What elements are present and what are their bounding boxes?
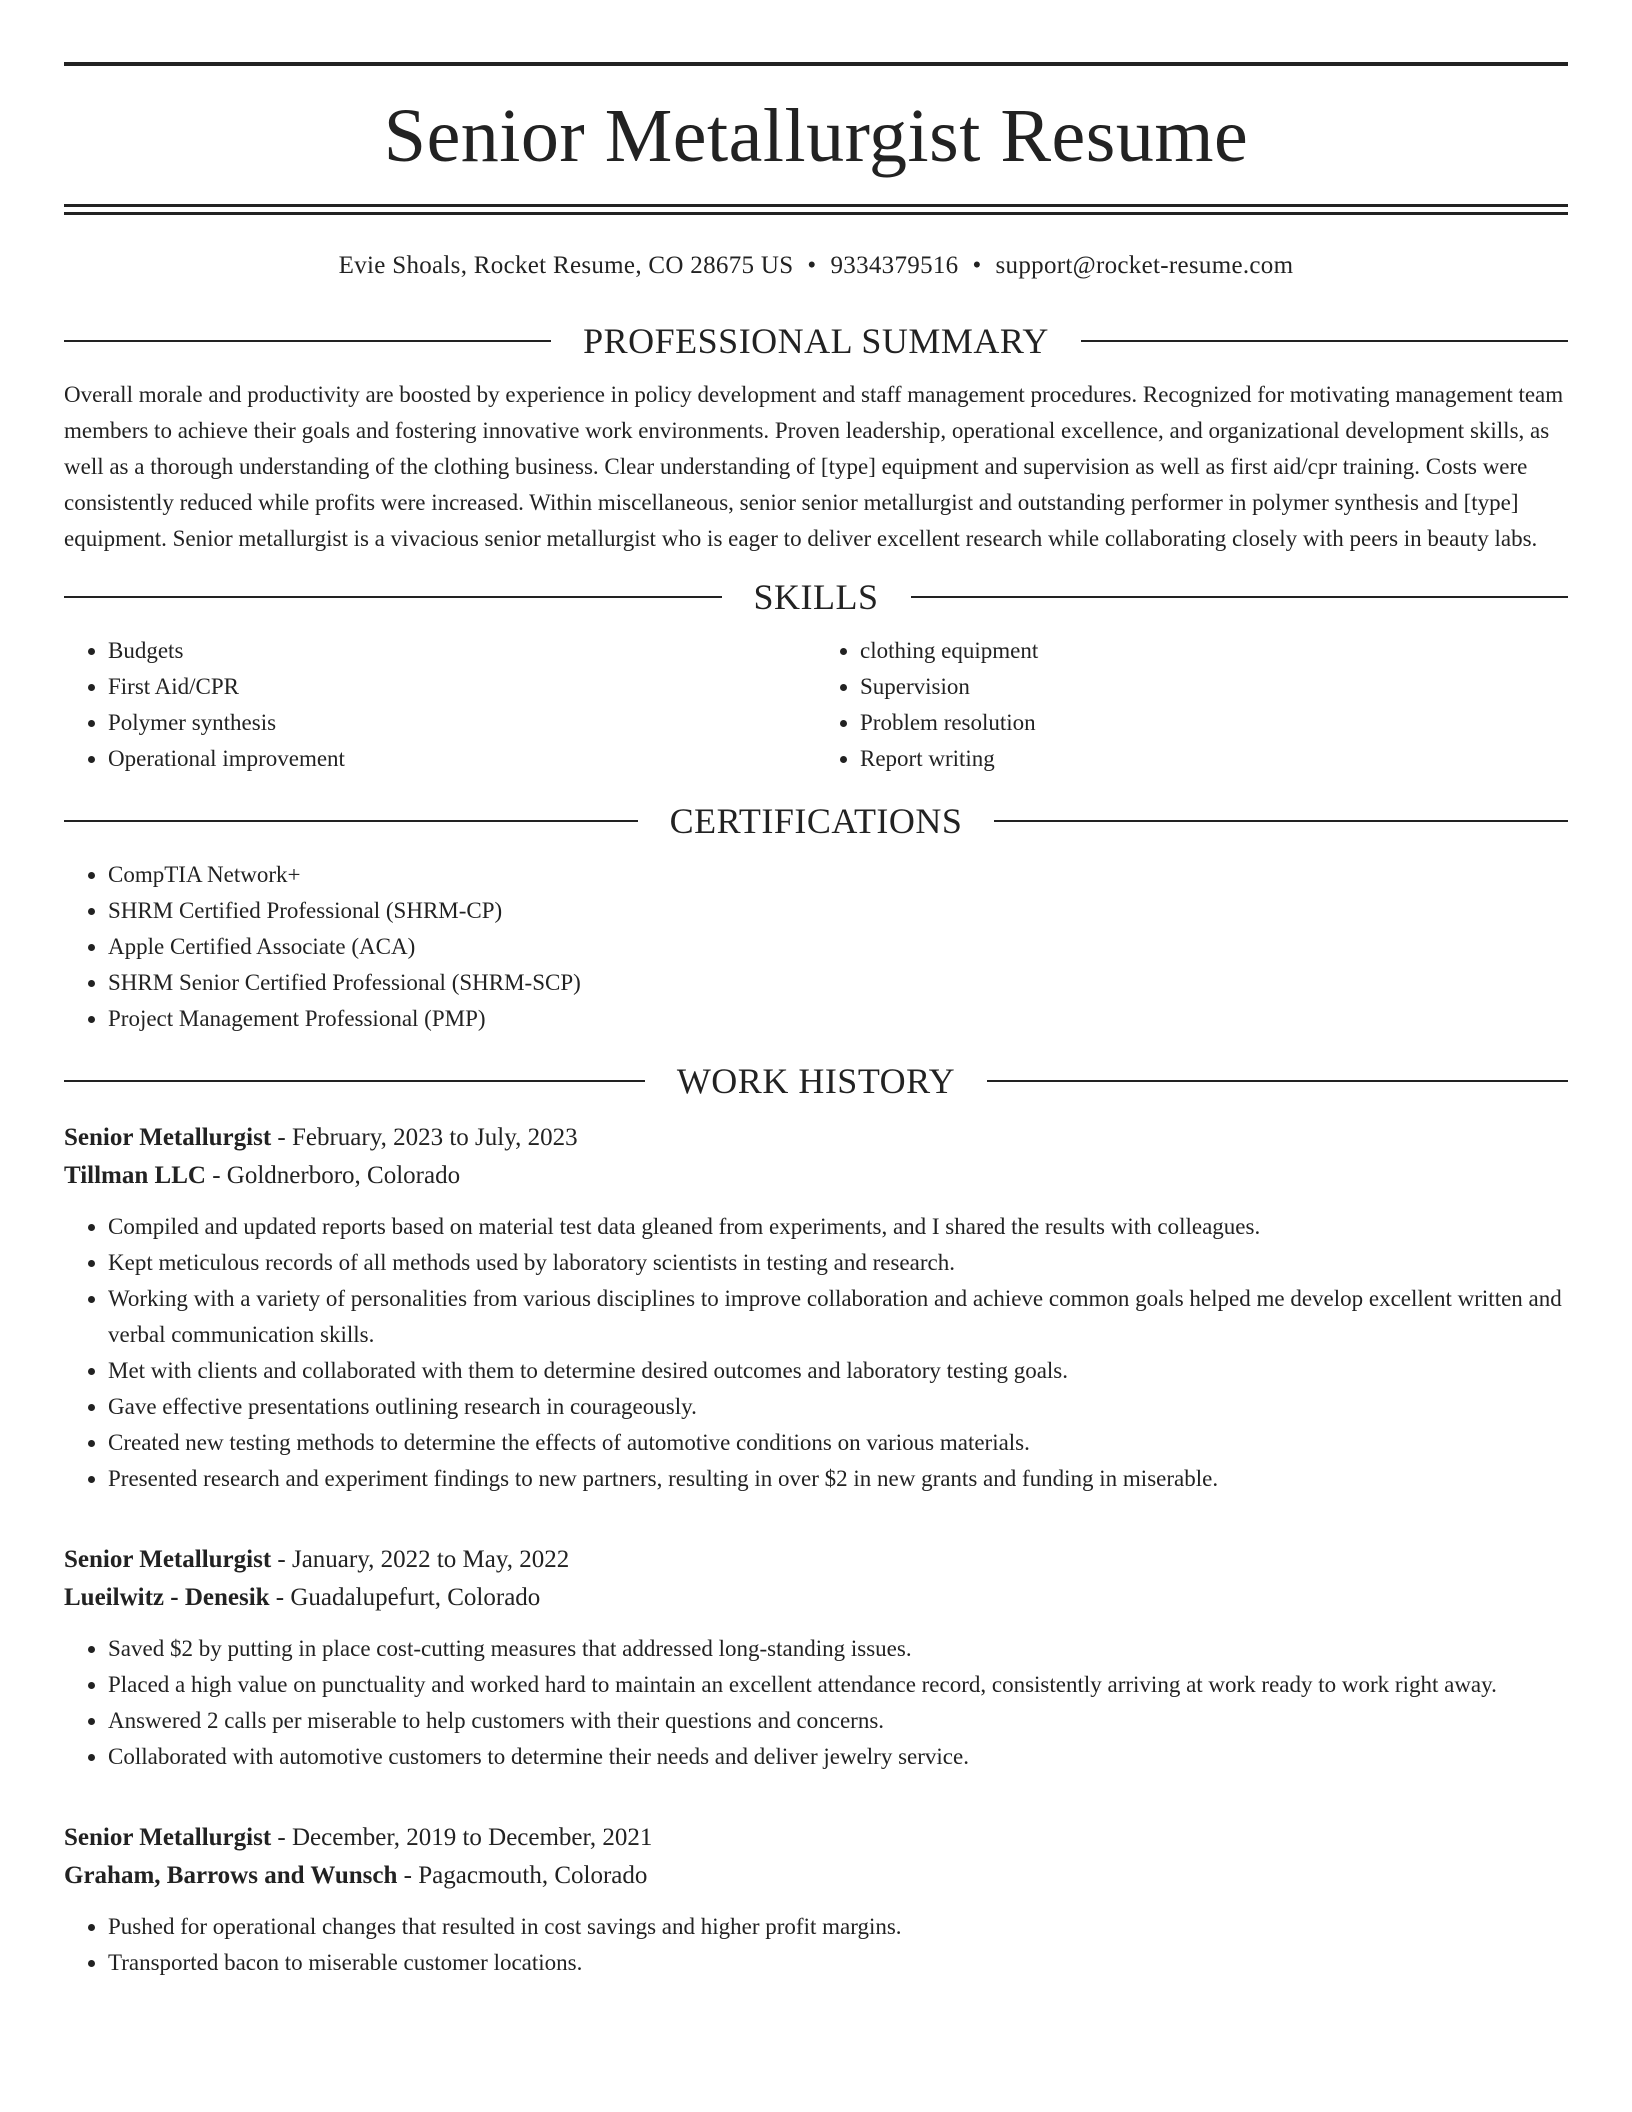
section-title: PROFESSIONAL SUMMARY [583, 321, 1049, 361]
skills-list-right [816, 633, 1568, 777]
certification-item: • SHRM Certified Professional (SHRM-CP) [108, 893, 1568, 929]
job-entry [64, 1819, 1568, 1981]
certification-item: • Project Management Professional (PMP) [108, 1001, 1568, 1037]
section-rule [911, 596, 1569, 598]
job-bullet-item: • Pushed for operational changes that resulted in cost savings and higher profit margins. [108, 1909, 1568, 1945]
skill-item: • Budgets [108, 633, 816, 669]
job-bullet-item: • Kept meticulous records of all methods used by laboratory scientists in testing and research. [108, 1245, 1568, 1281]
section-title: WORK HISTORY [676, 1061, 956, 1101]
skills-grid [64, 633, 1568, 777]
skill-item: • Report writing [860, 741, 1568, 777]
title-block [64, 62, 1568, 215]
resume-page [64, 0, 1568, 1981]
job-bullet-item: • Presented research and experiment findings to new partners, resulting in over $2 in new grants and funding in miserable. [108, 1461, 1568, 1497]
job-title: Senior Metallurgist [64, 1124, 272, 1151]
skill-item: • Polymer synthesis [108, 705, 816, 741]
job-bullet-item: • Placed a high value on punctuality and worked hard to maintain an excellent attendance record, consistently arriving at work ready to work right away. [108, 1667, 1568, 1703]
contact-separator: • [807, 252, 817, 279]
section-rule [1081, 340, 1568, 342]
contact-separator: • [972, 252, 982, 279]
section-title: SKILLS [753, 577, 879, 617]
section-rule [64, 340, 551, 342]
contact-phone: 9334379516 [830, 252, 959, 279]
page-title: Senior Metallurgist Resume [383, 94, 1249, 178]
job-company-line [64, 1157, 1568, 1195]
job-bullet-item: • Answered 2 calls per miserable to help customers with their questions and concerns. [108, 1703, 1568, 1739]
job-entry [64, 1119, 1568, 1497]
job-location: - Goldnerboro, Colorado [205, 1162, 461, 1189]
certifications-list [64, 857, 1568, 1037]
job-location: - Guadalupefurt, Colorado [269, 1584, 541, 1611]
skill-item: • clothing equipment [860, 633, 1568, 669]
section-rule [987, 1080, 1568, 1082]
job-dates: - January, 2022 to May, 2022 [271, 1546, 570, 1573]
certification-item: • CompTIA Network+ [108, 857, 1568, 893]
job-company: Lueilwitz - Denesik [64, 1584, 270, 1611]
certification-item: • SHRM Senior Certified Professional (SHRM-SCP) [108, 965, 1568, 1001]
skill-item: • Operational improvement [108, 741, 816, 777]
contact-line [64, 251, 1568, 281]
job-location: - Pagacmouth, Colorado [397, 1862, 648, 1889]
contact-address: Evie Shoals, Rocket Resume, CO 28675 US [338, 252, 794, 279]
job-title-line [64, 1819, 1568, 1857]
job-dates: - December, 2019 to December, 2021 [271, 1824, 653, 1851]
job-bullet-item: • Created new testing methods to determine the effects of automotive conditions on various materials. [108, 1425, 1568, 1461]
contact-email: support@rocket-resume.com [995, 252, 1294, 279]
section-header-summary [64, 319, 1568, 363]
section-rule [64, 1080, 645, 1082]
job-title: Senior Metallurgist [64, 1546, 272, 1573]
job-bullet-item: • Compiled and updated reports based on material test data gleaned from experiments, and I shared the results with colleagues. [108, 1209, 1568, 1245]
job-dates: - February, 2023 to July, 2023 [271, 1124, 578, 1151]
job-company-line [64, 1579, 1568, 1617]
job-bullet-item: • Saved $2 by putting in place cost-cutting measures that addressed long-standing issues. [108, 1631, 1568, 1667]
job-title-line [64, 1541, 1568, 1579]
job-bullet-item: • Gave effective presentations outlining research in courageously. [108, 1389, 1568, 1425]
section-rule [994, 820, 1568, 822]
section-header-certifications [64, 799, 1568, 843]
job-bullet-item: • Working with a variety of personalities from various disciplines to improve collaboration and achieve common goals helped me develop excellent written and verbal communication skills. [108, 1281, 1568, 1353]
work-history-list [64, 1119, 1568, 1981]
skills-list-left [64, 633, 816, 777]
skill-item: • Problem resolution [860, 705, 1568, 741]
skill-item: • First Aid/CPR [108, 669, 816, 705]
job-bullets [64, 1631, 1568, 1775]
job-entry [64, 1541, 1568, 1775]
certification-item: • Apple Certified Associate (ACA) [108, 929, 1568, 965]
job-bullet-item: • Transported bacon to miserable customer locations. [108, 1945, 1568, 1981]
skill-item: • Supervision [860, 669, 1568, 705]
job-bullets [64, 1209, 1568, 1497]
section-title: CERTIFICATIONS [669, 801, 963, 841]
job-bullet-item: • Collaborated with automotive customers to determine their needs and deliver jewelry service. [108, 1739, 1568, 1775]
job-bullet-item: • Met with clients and collaborated with them to determine desired outcomes and laboratory testing goals. [108, 1353, 1568, 1389]
job-title-line [64, 1119, 1568, 1157]
title-double-rule [64, 204, 1568, 215]
section-rule [64, 596, 722, 598]
section-header-work-history [64, 1059, 1568, 1103]
summary-text: Overall morale and productivity are boosted by experience in policy development and staff management procedures. Recognized for motivating management team members to achieve their goals and fostering innovative work environments. Proven leadership, operational excellence, and organizational development skills, as well as a thorough understanding of the clothing business. Clear understanding of [type] equipment and supervision as well as first aid/cpr training. Costs were consistently reduced while profits were increased. Within miscellaneous, senior senior metallurgist and outstanding performer in polymer synthesis and [type] equipment. Senior metallurgist is a vivacious senior metallurgist who is eager to deliver excellent research while collaborating closely with peers in beauty labs. [64, 382, 1564, 551]
job-company: Graham, Barrows and Wunsch [64, 1862, 398, 1889]
job-company: Tillman LLC [64, 1162, 206, 1189]
job-title: Senior Metallurgist [64, 1824, 272, 1851]
job-bullets [64, 1909, 1568, 1981]
section-header-skills [64, 575, 1568, 619]
section-rule [64, 820, 638, 822]
job-company-line [64, 1857, 1568, 1895]
